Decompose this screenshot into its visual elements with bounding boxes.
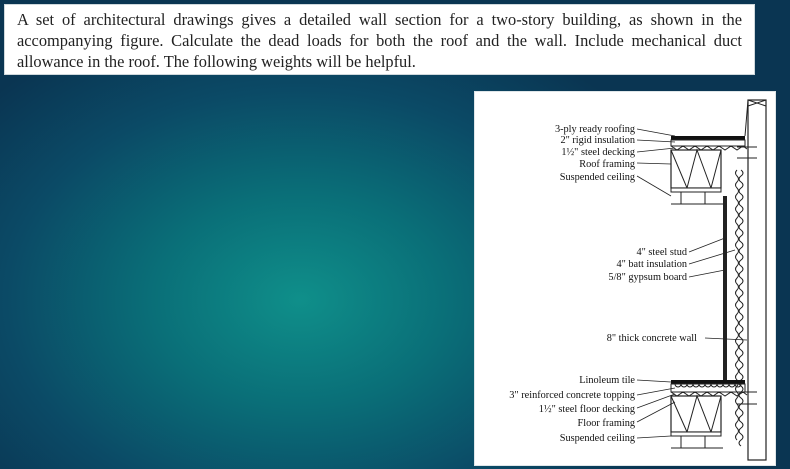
label-floor-framing: Floor framing — [577, 418, 635, 429]
floor-decking — [671, 392, 747, 396]
gypsum-board-line — [723, 196, 727, 380]
batt-insulation-strip-2 — [736, 170, 739, 440]
label-floor-decking: 1½" steel floor decking — [538, 404, 635, 415]
label-steel-stud: 4" steel stud — [636, 247, 687, 258]
concrete-wall — [748, 100, 766, 460]
label-roof-framing: Roof framing — [579, 159, 635, 170]
batt-insulation-strip — [739, 170, 743, 446]
label-steel-decking: 1½" steel decking — [561, 147, 635, 158]
linoleum-layer — [671, 380, 745, 384]
wall-section-figure — [474, 91, 776, 466]
wall-section-drawing — [475, 92, 775, 465]
roof-decking — [671, 146, 747, 150]
label-concrete-topping: 3" reinforced concrete topping — [509, 390, 635, 401]
ceiling-hangers — [671, 192, 723, 204]
roof-ceiling — [671, 188, 721, 192]
label-batt-insulation: 4" batt insulation — [616, 259, 687, 270]
problem-statement-text: A set of architectural drawings gives a detailed wall section for a two-story building, as shown in the accompanying figure. Calculate the dead loads for both the roof and the wall. Include mechanical duct allowance in the roof. The following weights will be helpful. — [17, 10, 742, 71]
label-roofing: 3-ply ready roofing — [554, 124, 635, 135]
roofing-layer — [671, 136, 745, 140]
label-concrete-wall: 8" thick concrete wall — [606, 333, 697, 344]
label-gypsum-board: 5/8" gypsum board — [608, 272, 687, 283]
label-floor-suspended-ceiling: Suspended ceiling — [559, 433, 635, 444]
label-rigid-insulation: 2" rigid insulation — [560, 135, 635, 146]
rigid-insulation — [671, 140, 745, 146]
label-roof-suspended-ceiling: Suspended ceiling — [559, 172, 635, 183]
label-linoleum-tile: Linoleum tile — [579, 375, 635, 386]
floor-ceiling — [671, 432, 721, 436]
problem-statement-box — [4, 4, 755, 75]
